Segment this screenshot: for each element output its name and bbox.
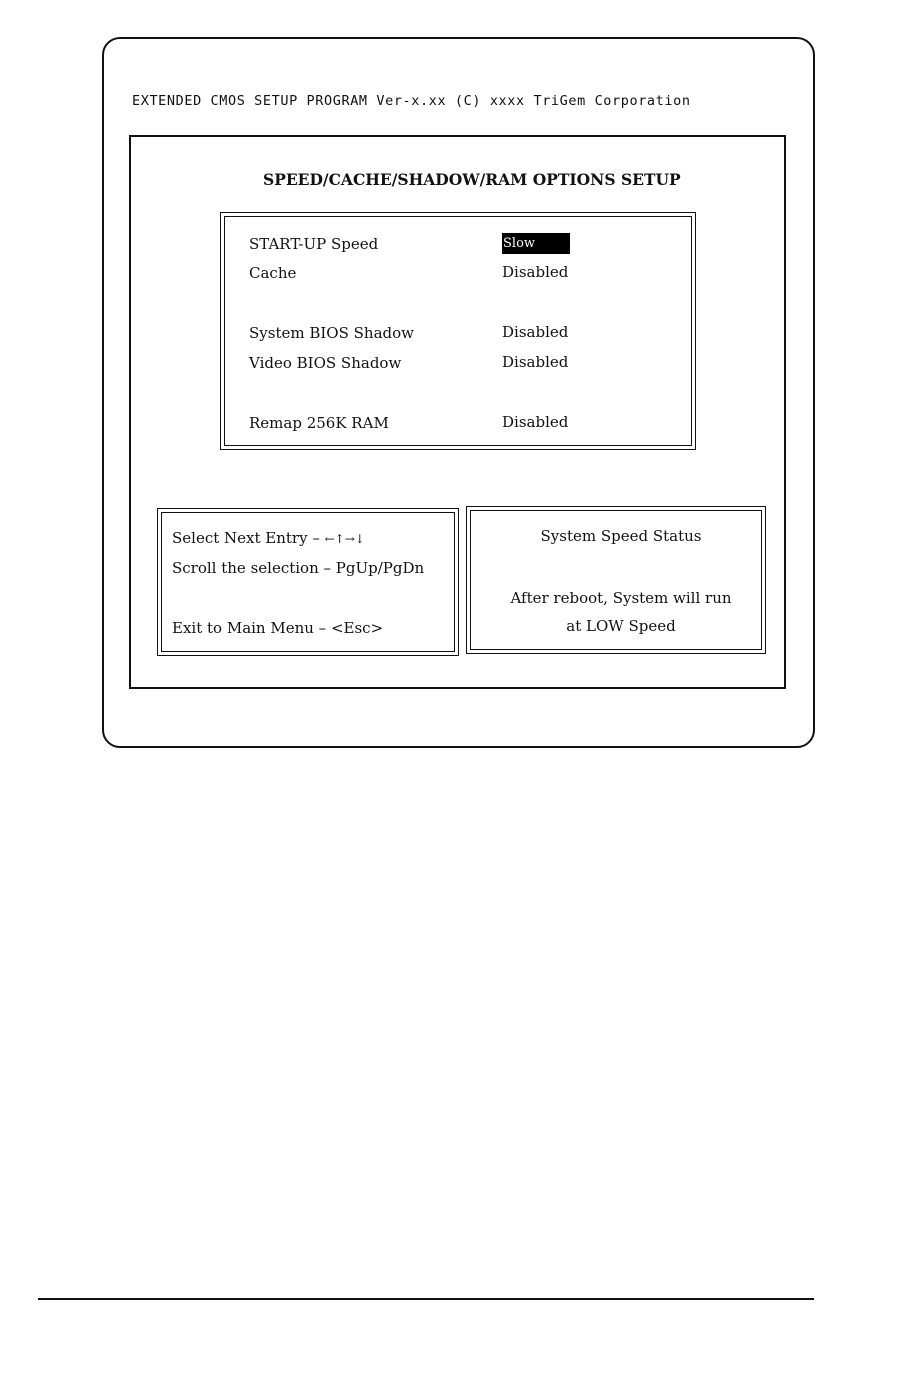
setup-title: SPEED/CACHE/SHADOW/RAM OPTIONS SETUP [263, 170, 681, 189]
option-video-bios-shadow-label: Video BIOS Shadow [249, 354, 402, 372]
status-message-line-1: After reboot, System will run [510, 589, 732, 607]
option-video-bios-shadow-value[interactable]: Disabled [502, 353, 569, 371]
program-header: EXTENDED CMOS SETUP PROGRAM Ver-x.xx (C) xxxx TriGem Corporation [132, 93, 691, 109]
option-cache-label: Cache [249, 264, 297, 282]
arrow-keys-icon: ←↑→↓ [324, 532, 365, 546]
page-divider [38, 1298, 814, 1300]
option-cache-value[interactable]: Disabled [502, 263, 569, 281]
option-system-bios-shadow-value[interactable]: Disabled [502, 323, 569, 341]
option-startup-speed-label: START-UP Speed [249, 235, 379, 253]
option-startup-speed-value[interactable]: Slow [502, 233, 570, 254]
help-select-next-text: Select Next Entry – [172, 529, 320, 547]
help-exit-main-menu: Exit to Main Menu – <Esc> [172, 619, 384, 637]
status-message-line-2: at LOW Speed [566, 617, 676, 635]
option-remap-256k-ram-label: Remap 256K RAM [249, 414, 389, 432]
option-system-bios-shadow-label: System BIOS Shadow [249, 324, 414, 342]
help-select-next-entry [172, 529, 365, 547]
option-remap-256k-ram-value[interactable]: Disabled [502, 413, 569, 431]
status-title: System Speed Status [540, 527, 702, 545]
help-scroll-selection: Scroll the selection – PgUp/PgDn [172, 559, 425, 577]
